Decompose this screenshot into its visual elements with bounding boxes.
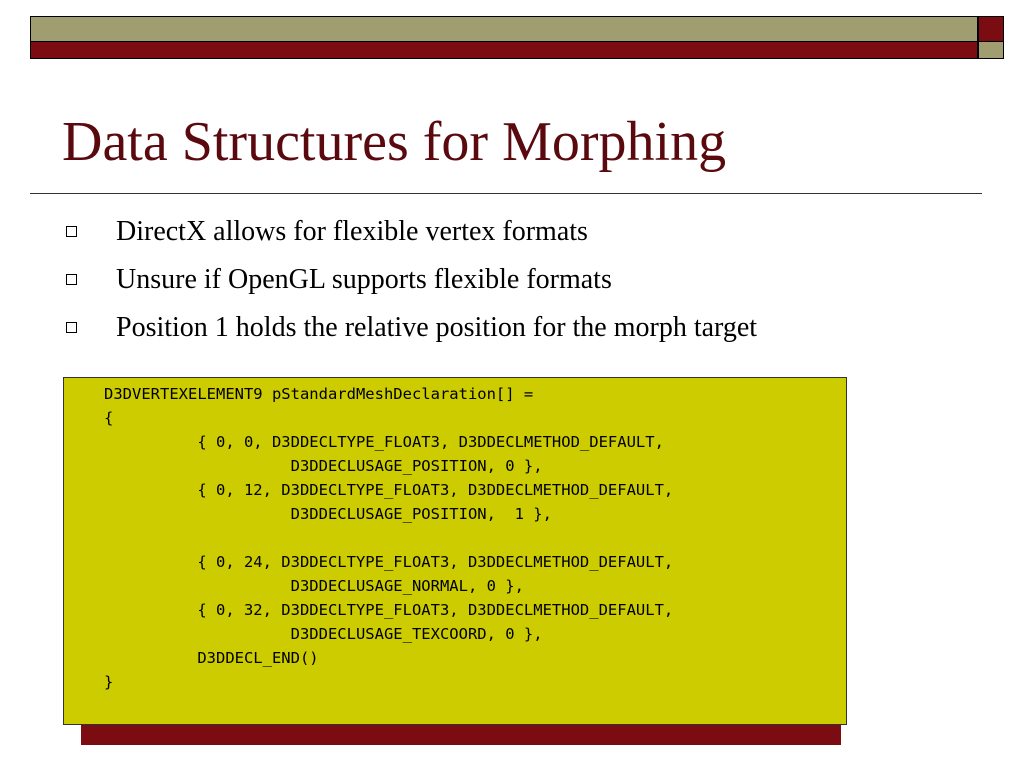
code-line: D3DDECLUSAGE_TEXCOORD, 0 }, (104, 625, 543, 643)
bullet-item (64, 212, 757, 260)
bullet-item (64, 308, 757, 356)
title-divider (30, 193, 982, 194)
corner-square-maroon (978, 16, 1004, 42)
code-line: D3DDECL_END() (104, 649, 319, 667)
bullet-text: DirectX allows for flexible vertex formats (116, 216, 588, 247)
code-line: { 0, 12, D3DDECLTYPE_FLOAT3, D3DDECLMETHOD_DEFAULT, (104, 481, 674, 499)
code-line (104, 526, 673, 550)
header-bar-olive (30, 16, 978, 42)
code-line: { 0, 24, D3DDECLTYPE_FLOAT3, D3DDECLMETHOD_DEFAULT, (104, 553, 674, 571)
code-line: { 0, 32, D3DDECLTYPE_FLOAT3, D3DDECLMETHOD_DEFAULT, (104, 601, 674, 619)
code-line: D3DDECLUSAGE_POSITION, 1 }, (104, 505, 552, 523)
code-box (63, 377, 847, 725)
code-line: } (104, 673, 114, 691)
corner-square-olive (978, 41, 1004, 59)
slide-title: Data Structures for Morphing (62, 111, 727, 173)
header-bar-maroon (30, 41, 978, 59)
code-line: { (104, 409, 114, 427)
hollow-square-bullet-icon (66, 226, 77, 237)
code-line: { 0, 0, D3DDECLTYPE_FLOAT3, D3DDECLMETHOD_DEFAULT, (104, 433, 664, 451)
code-line: D3DDECLUSAGE_POSITION, 0 }, (104, 457, 543, 475)
bullet-list (64, 212, 757, 356)
code-block (104, 382, 673, 694)
hollow-square-bullet-icon (66, 322, 77, 333)
hollow-square-bullet-icon (66, 274, 77, 285)
code-line: D3DDECLUSAGE_NORMAL, 0 }, (104, 577, 524, 595)
code-line: D3DVERTEXELEMENT9 pStandardMeshDeclaration[] = (104, 385, 534, 403)
bullet-item (64, 260, 757, 308)
bullet-text: Unsure if OpenGL supports flexible formats (116, 264, 612, 295)
bullet-text: Position 1 holds the relative position for the morph target (116, 312, 758, 343)
